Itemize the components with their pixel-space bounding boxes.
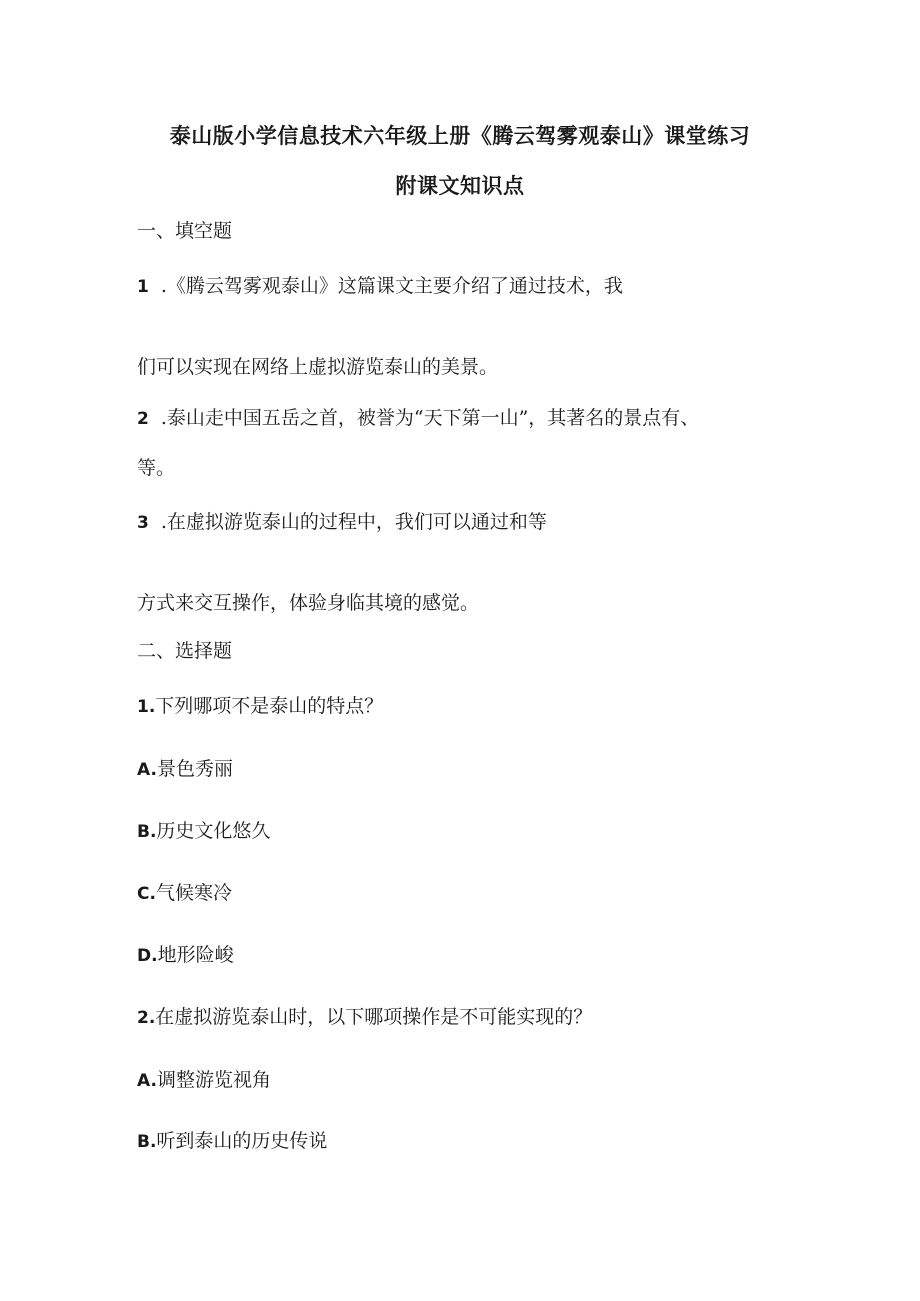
option-text: 地形险峻 (157, 944, 234, 966)
question-number: 1 (137, 277, 149, 297)
question-text: .泰山走中国五岳之首，被誉为“天下第一山”，其著名的景点有、 (160, 407, 700, 429)
question-text: 下列哪项不是泰山的特点？ (155, 695, 384, 717)
option-text: 听到泰山的历史传说 (156, 1130, 328, 1152)
question-3-line-2: 方式来交互操作，体验身临其境的感觉。 (137, 592, 480, 614)
section-heading-fill-blank: 一、填空题 (137, 220, 233, 242)
option-label: B. (137, 1132, 157, 1152)
question-number: 2 (137, 409, 149, 429)
question-text: 在虚拟游览泰山时，以下哪项操作是不可能实现的？ (155, 1006, 593, 1028)
option-text: 调整游览视角 (156, 1069, 271, 1091)
question-number: 3 (137, 513, 149, 533)
option-b (137, 1128, 327, 1155)
option-label: A. (137, 1071, 157, 1091)
option-d (137, 942, 234, 969)
option-label: C. (137, 884, 156, 904)
question-number: 1. (137, 697, 156, 717)
option-a (137, 1067, 271, 1094)
choice-question-1 (137, 693, 383, 720)
option-label: A. (137, 760, 157, 780)
option-text: 景色秀丽 (156, 758, 233, 780)
question-text: .在虚拟游览泰山的过程中，我们可以通过和等 (160, 511, 547, 533)
option-label: B. (137, 822, 157, 842)
option-text: 历史文化悠久 (156, 820, 271, 842)
option-b (137, 818, 270, 845)
question-1-line-1 (137, 273, 623, 300)
option-text: 气候寒冷 (155, 882, 232, 904)
question-text: .《腾云驾雾观泰山》这篇课文主要介绍了通过技术，我 (160, 275, 623, 297)
option-label: D. (137, 946, 158, 966)
question-3-line-1 (137, 509, 547, 536)
option-a (137, 756, 233, 783)
question-2-line-2: 等。 (137, 457, 176, 479)
question-2-line-1 (137, 405, 699, 432)
question-number: 2. (137, 1008, 156, 1028)
document-title: 泰山版小学信息技术六年级上册《腾云驾雾观泰山》课堂练习 (169, 124, 751, 148)
choice-question-2 (137, 1004, 592, 1031)
document-subtitle: 附课文知识点 (395, 174, 525, 198)
section-heading-multiple-choice: 二、选择题 (137, 640, 233, 662)
question-1-line-2: 们可以实现在网络上虚拟游览泰山的美景。 (137, 356, 499, 378)
option-c (137, 880, 232, 907)
